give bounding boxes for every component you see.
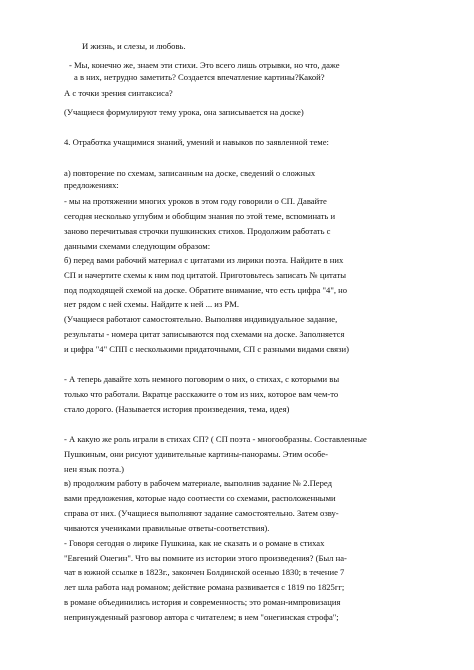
text-line: СП и начертите схемы к ним под цитатой. Приготовьтесь записать № цитаты <box>64 270 347 280</box>
text-line: чиваются учениками правильные ответы-соответствия). <box>64 523 270 533</box>
text-line: сегодня несколько углубим и обобщим знания по этой теме, вспоминать и <box>64 211 336 221</box>
text-line: под подходящей схемой на доске. Обратите внимание, что есть цифра "4", но <box>64 285 348 295</box>
text-line: нет рядом с ней схемы. Найдите к ней ... из РМ. <box>64 299 239 309</box>
text-line: а в них, нетрудно заметить? Создается впечатление картины?Какой? <box>74 72 325 82</box>
text-line: - мы на протяжении многих уроков в этом году говорили о СП. Давайте <box>64 196 327 206</box>
text-line: лет шла работа над романом; действие романа развивается с 1819 по 1825гг; <box>64 582 345 592</box>
text-line: чат в южной ссылке в 1823г., закончен Болдинской осенью 1830; в течение 7 <box>64 567 345 577</box>
text-line: нен язык поэта.) <box>64 464 124 474</box>
text-line: стало дорого. (Называется история произведения, тема, идея) <box>64 404 290 414</box>
text-line: данными схемами следующим образом: <box>64 241 211 251</box>
text-line: вами предложения, которые надо соотнести со схемами, расположенными <box>64 493 336 503</box>
text-line: предложениях: <box>64 180 119 190</box>
text-line: Пушкиным, они рисуют удивительные картины-панорамы. Этим особе- <box>64 449 328 459</box>
text-line: результаты - номера цитат записываются под схемами на доске. Заполняется <box>64 329 345 339</box>
text-line: А с точки зрения синтаксиса? <box>64 88 173 98</box>
text-line: в) продолжим работу в рабочем материале, выполнив задание № 2.Перед <box>64 478 332 488</box>
text-line: "Евгений Онегин". Что вы помните из истории этого произведения? (Был на- <box>64 553 347 563</box>
text-line: справа от них. (Учащиеся выполняют задание самостоятельно. Затем озву- <box>64 508 339 518</box>
text-line: б) перед вами рабочий материал с цитатами из лирики поэта. Найдите в них <box>64 255 344 265</box>
text-line: и цифра "4" СПП с несколькими придаточными, СП с разными видами связи) <box>64 344 349 354</box>
text-line: (Учащиеся работают самостоятельно. Выполняя индивидуальное задание, <box>64 314 338 324</box>
text-line: заново перечитывая строчки пушкинских стихов. Продолжим работать с <box>64 226 331 236</box>
text-line: в романе объединились история и современность; это роман-импровизация <box>64 597 341 607</box>
text-line: только что работали. Вкратце расскажите о том из них, которое вам чем-то <box>64 389 339 399</box>
text-line: - Говоря сегодня о лирике Пушкина, как не сказать и о романе в стихах <box>64 538 325 548</box>
poem-line: И жизнь, и слезы, и любовь. <box>82 41 186 51</box>
text-line: (Учащиеся формулируют тему урока, она записывается на доске) <box>64 107 304 117</box>
text-line: - А какую же роль играли в стихах СП? ( СП поэта - многообразны. Составленные <box>64 434 367 444</box>
section-heading: 4. Отработка учащимися знаний, умений и навыков по заявленной теме: <box>64 137 329 147</box>
text-line: а) повторение по схемам, записанным на доске, сведений о сложных <box>64 168 316 178</box>
text-line: непринужденный разговор автора с читателем; в нем "онегинская строфа"; <box>64 612 339 622</box>
text-line: - А теперь давайте хоть немного поговорим о них, о стихах, с которыми вы <box>64 374 340 384</box>
text-line: - Мы, конечно же, знаем эти стихи. Это всего лишь отрывки, но что, даже <box>69 60 340 70</box>
